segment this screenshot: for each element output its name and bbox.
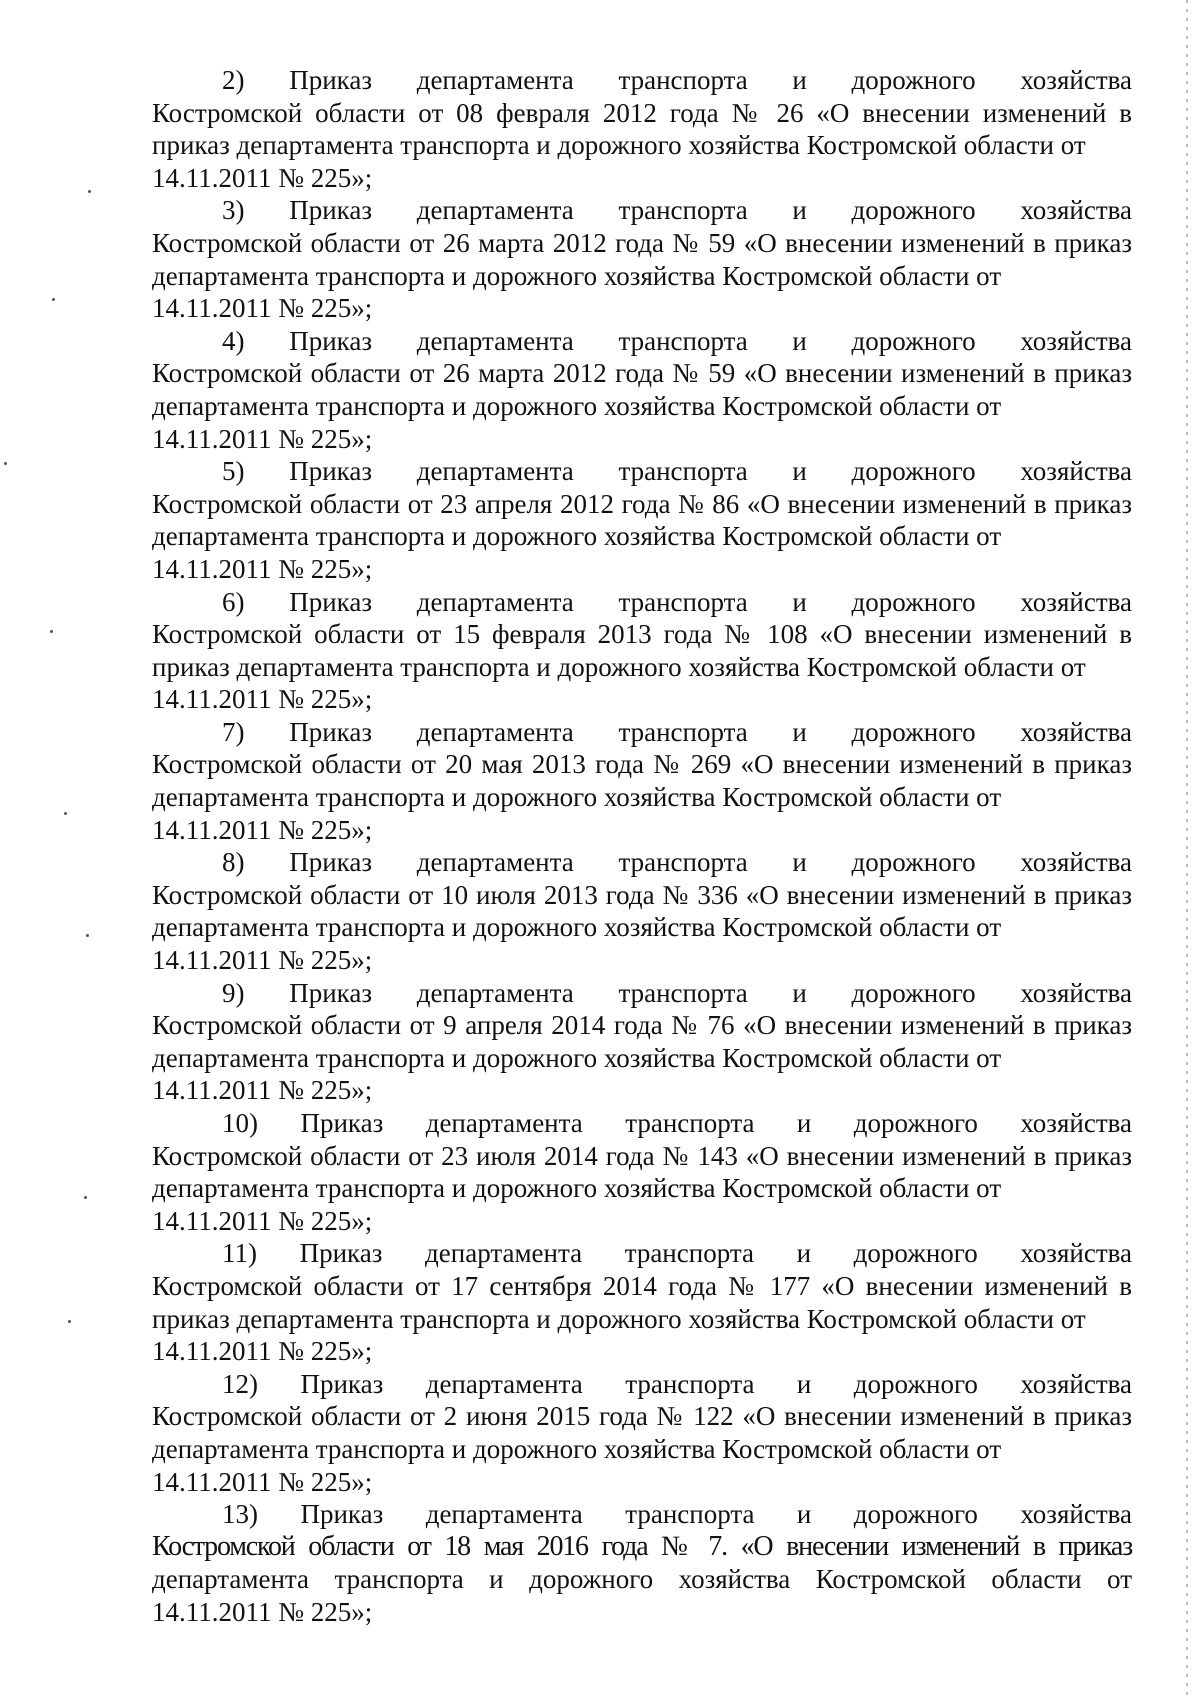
scan-speck xyxy=(84,1196,87,1199)
order-list-item xyxy=(152,1368,1132,1498)
item-first-line: 11) Приказ департамента транспорта и дорожного хозяйства xyxy=(222,1238,1132,1269)
item-body-text: Костромской области от 08 февраля 2012 года № 26 «О внесении изменений в приказ департамента транспорта и дорожного хозяйства Костромской области от xyxy=(152,97,1132,161)
item-body-condensed-line: Костромской области от 18 мая 2016 года № 7. «О внесении изменений в приказ xyxy=(152,1530,1132,1562)
item-first-line: 2) Приказ департамента транспорта и дорожного хозяйства xyxy=(222,65,1132,95)
item-first-line: 3) Приказ департамента транспорта и дорожного хозяйства xyxy=(222,195,1132,226)
order-list-item-final xyxy=(152,1498,1132,1628)
item-last-line: 14.11.2011 № 225»; xyxy=(152,293,373,324)
item-body-text: Костромской области от 9 апреля 2014 года № 76 «О внесении изменений в приказ департамента транспорта и дорожного хозяйства Костромской области от xyxy=(152,1010,1132,1073)
item-last-line: 14.11.2011 № 225»; xyxy=(152,1075,373,1106)
item-last-line: 14.11.2011 № 225»; xyxy=(152,945,373,976)
item-body-text: Костромской области от 26 марта 2012 года № 59 «О внесении изменений в приказ департамента транспорта и дорожного хозяйства Костромской области от xyxy=(152,227,1132,291)
item-body-text: Костромской области от 23 апреля 2012 года № 86 «О внесении изменений в приказ департамента транспорта и дорожного хозяйства Костромской области от xyxy=(152,488,1132,552)
item-first-line: 6) Приказ департамента транспорта и дорожного хозяйства xyxy=(222,586,1132,617)
item-last-line: 14.11.2011 № 225»; xyxy=(152,553,373,584)
item-last-line: 14.11.2011 № 225»; xyxy=(152,1205,373,1236)
item-body-text: Костромской области от 26 марта 2012 года № 59 «О внесении изменений в приказ департамента транспорта и дорожного хозяйства Костромской области от xyxy=(152,358,1132,421)
item-first-line: 8) Приказ департамента транспорта и дорожного хозяйства xyxy=(222,847,1132,878)
item-body-text: Костромской области от 15 февраля 2013 года № 108 «О внесении изменений в приказ департамента транспорта и дорожного хозяйства Костромской области от xyxy=(152,619,1132,682)
item-body-text: Костромской области от 2 июня 2015 года № 122 «О внесении изменений в приказ департамента транспорта и дорожного хозяйства Костромской области от xyxy=(152,1401,1132,1464)
item-body-text: Костромской области от 10 июля 2013 года № 336 «О внесении изменений в приказ департамента транспорта и дорожного хозяйства Костромской области от xyxy=(152,879,1132,943)
order-list-item xyxy=(152,194,1132,324)
order-list-item xyxy=(152,325,1132,455)
item-last-line: 14.11.2011 № 225»; xyxy=(152,1596,373,1627)
item-body-spaced-line: департамента транспорта и дорожного хозяйства Костромской области от xyxy=(152,1564,1132,1595)
order-list-item xyxy=(152,846,1132,976)
order-list-item xyxy=(152,64,1132,194)
item-last-line: 14.11.2011 № 225»; xyxy=(152,1466,373,1497)
document-page xyxy=(152,64,1132,1629)
scan-speck xyxy=(64,812,67,815)
item-first-line: 12) Приказ департамента транспорта и дорожного хозяйства xyxy=(222,1368,1132,1399)
order-list-item xyxy=(152,716,1132,846)
item-last-line: 14.11.2011 № 225»; xyxy=(152,1336,373,1367)
binding-perforation-line xyxy=(1186,0,1188,1696)
scan-speck xyxy=(52,298,55,301)
item-body-text: Костромской области от 17 сентября 2014 года № 177 «О внесении изменений в приказ департамента транспорта и дорожного хозяйства Костромской области от xyxy=(152,1270,1132,1334)
order-list-item xyxy=(152,977,1132,1107)
item-body-text: Костромской области от 23 июля 2014 года № 143 «О внесении изменений в приказ департамента транспорта и дорожного хозяйства Костромской области от xyxy=(152,1140,1132,1204)
scan-speck xyxy=(4,462,7,465)
order-list-item xyxy=(152,455,1132,585)
item-first-line: 9) Приказ департамента транспорта и дорожного хозяйства xyxy=(222,977,1132,1008)
item-first-line: 10) Приказ департамента транспорта и дорожного хозяйства xyxy=(222,1108,1132,1138)
item-last-line: 14.11.2011 № 225»; xyxy=(152,814,373,845)
item-first-line: 13) Приказ департамента транспорта и дорожного хозяйства xyxy=(222,1499,1132,1530)
item-body-text: Костромской области от 20 мая 2013 года № 269 «О внесении изменений в приказ департамента транспорта и дорожного хозяйства Костромской области от xyxy=(152,749,1132,813)
scan-speck xyxy=(88,190,91,193)
item-first-line: 4) Приказ департамента транспорта и дорожного хозяйства xyxy=(222,325,1132,356)
item-last-line: 14.11.2011 № 225»; xyxy=(152,684,373,715)
order-list-item xyxy=(152,586,1132,716)
item-last-line: 14.11.2011 № 225»; xyxy=(152,162,373,193)
scan-speck xyxy=(50,630,53,633)
item-first-line: 7) Приказ департамента транспорта и дорожного хозяйства xyxy=(222,716,1132,747)
item-first-line: 5) Приказ департамента транспорта и дорожного хозяйства xyxy=(222,456,1132,487)
scan-speck xyxy=(68,1320,71,1323)
item-last-line: 14.11.2011 № 225»; xyxy=(152,423,373,454)
scan-speck xyxy=(86,934,89,937)
order-list-item xyxy=(152,1107,1132,1237)
order-list-item xyxy=(152,1237,1132,1367)
